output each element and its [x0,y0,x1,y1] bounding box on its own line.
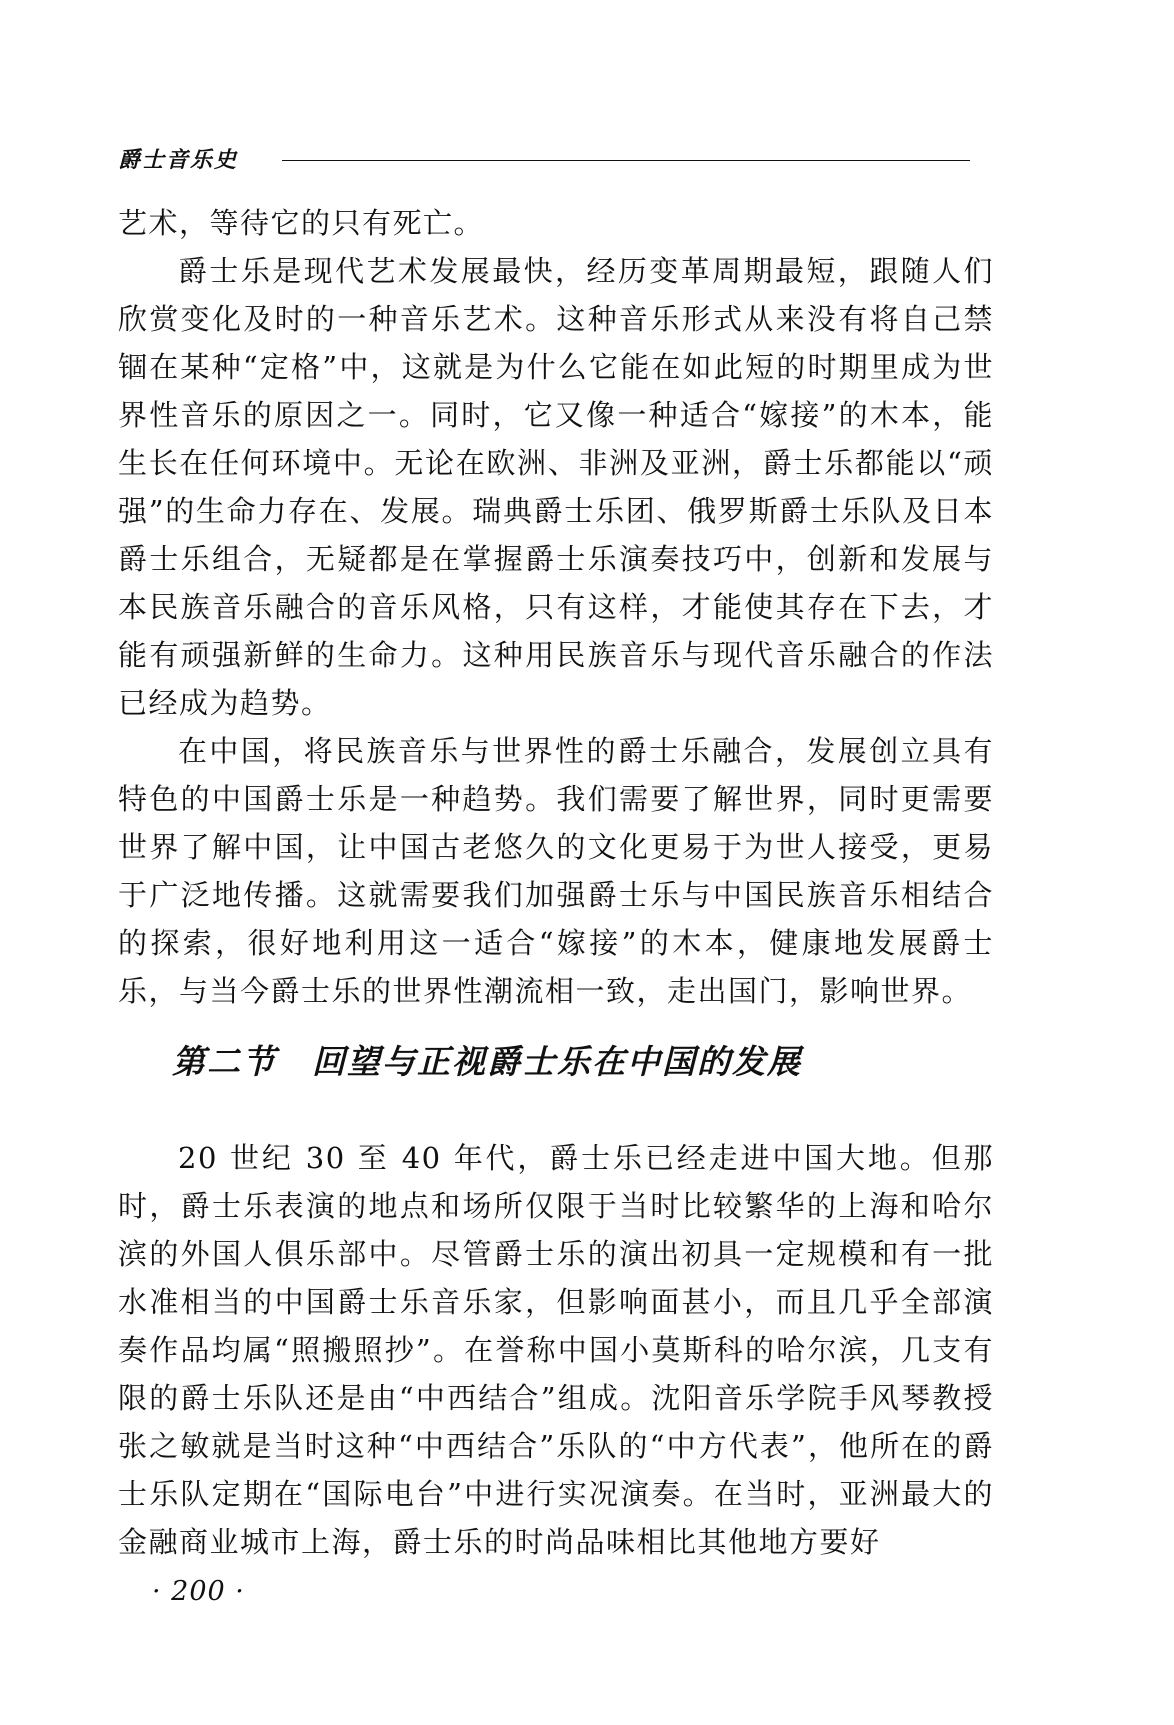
section-heading: 第二节 回望与正视爵士乐在中国的发展 [172,1042,802,1081]
paragraph-continuation: 艺术，等待它的只有死亡。 [118,206,485,240]
paragraph: 在中国，将民族音乐与世界性的爵士乐融合，发展创立具有特色的中国爵士乐是一种趋势。我们需要了解世界，同时更需要世界了解中国，让中国古老悠久的文化更易于为世人接受，更易于广泛地传播。这就需要我们加强爵士乐与中国民族音乐相结合的探索，很好地利用这一适合“嫁接”的木本，健康地发展爵士乐，与当今爵士乐的世界性潮流相一致，走出国门，影响世界。 [118,734,994,1008]
running-header-title: 爵士音乐史 [118,147,239,173]
header-rule [282,160,970,161]
page-number: · 200 · [152,1576,245,1607]
section-body [118,1134,994,1566]
section-paragraph: 20 世纪 30 至 40 年代，爵士乐已经走进中国大地。但那时，爵士乐表演的地点和场所仅限于当时比较繁华的上海和哈尔滨的外国人俱乐部中。尽管爵士乐的演出初具一定规模和有一批水准相当的中国爵士乐音乐家，但影响面甚小，而且几乎全部演奏作品均属“照搬照抄”。在誉称中国小莫斯科的哈尔滨，几支有限的爵士乐队还是由“中西结合”组成。沈阳音乐学院手风琴教授张之敏就是当时这种“中西结合”乐队的“中方代表”，他所在的爵士乐队定期在“国际电台”中进行实况演奏。在当时，亚洲最大的金融商业城市上海，爵士乐的时尚品味相比其他地方要好 [118,1141,994,1559]
body-text [118,199,994,1015]
paragraph: 爵士乐是现代艺术发展最快，经历变革周期最短，跟随人们欣赏变化及时的一种音乐艺术。这种音乐形式从来没有将自己禁锢在某种“定格”中，这就是为什么它能在如此短的时期里成为世界性音乐的原因之一。同时，它又像一种适合“嫁接”的木本，能生长在任何环境中。无论在欧洲、非洲及亚洲，爵士乐都能以“顽强”的生命力存在、发展。瑞典爵士乐团、俄罗斯爵士乐队及日本爵士乐组合，无疑都是在掌握爵士乐演奏技巧中，创新和发展与本民族音乐融合的音乐风格，只有这样，才能使其存在下去，才能有顽强新鲜的生命力。这种用民族音乐与现代音乐融合的作法已经成为趋势。 [118,254,994,720]
